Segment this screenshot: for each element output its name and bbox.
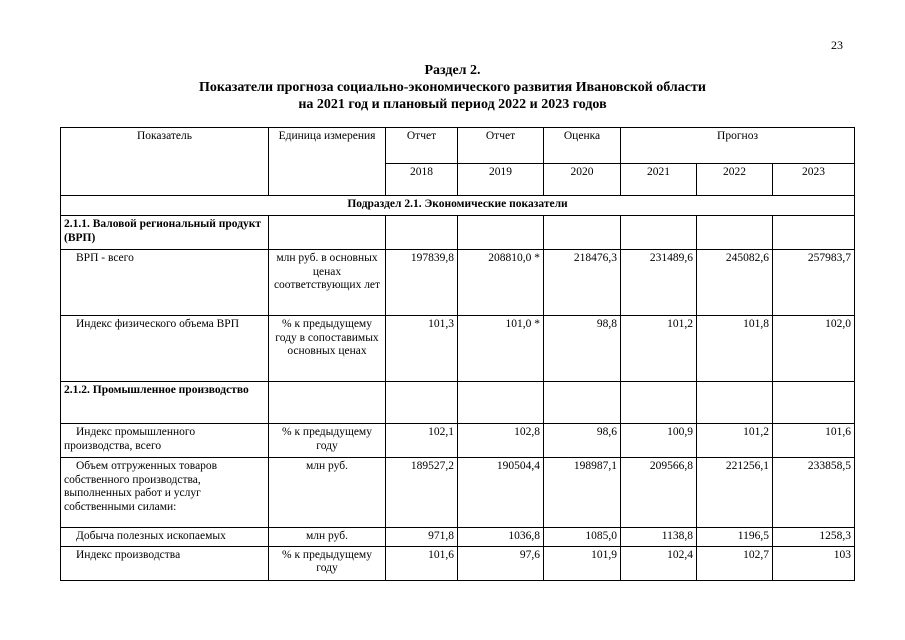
value-cell: 102,4 <box>621 546 697 580</box>
section-row <box>61 382 855 424</box>
value-cell: 101,9 <box>544 546 621 580</box>
value-cell: 100,9 <box>621 424 697 458</box>
row-name: Добыча полезных ископаемых <box>61 528 269 547</box>
value-cell: 190504,4 <box>458 458 544 528</box>
forecast-table <box>60 127 855 581</box>
value-cell: 101,3 <box>386 316 458 382</box>
value-cell: 221256,1 <box>697 458 773 528</box>
table-row <box>61 424 855 458</box>
row-name: Индекс физического объема ВРП <box>61 316 269 382</box>
row-name: Индекс производства <box>61 546 269 580</box>
table-row <box>61 458 855 528</box>
year-cell: 2018 <box>386 164 458 196</box>
table-row <box>61 250 855 316</box>
value-cell: 98,6 <box>544 424 621 458</box>
row-unit: млн руб. <box>269 528 386 547</box>
row-name: Индекс промышленного производства, всего <box>61 424 269 458</box>
value-cell: 197839,8 <box>386 250 458 316</box>
section-title-cell: 2.1.2. Промышленное производство <box>61 382 269 424</box>
year-cell: 2022 <box>697 164 773 196</box>
year-cell: 2021 <box>621 164 697 196</box>
document-title: Показатели прогноза социально-экономического развития Ивановской области <box>199 80 706 95</box>
year-cell: 2019 <box>458 164 544 196</box>
value-cell: 103 <box>773 546 855 580</box>
value-cell: 1196,5 <box>697 528 773 547</box>
row-unit: % к предыдущему году <box>269 546 386 580</box>
value-cell: 101,8 <box>697 316 773 382</box>
value-cell: 245082,6 <box>697 250 773 316</box>
value-cell: 257983,7 <box>773 250 855 316</box>
table-row <box>61 316 855 382</box>
document-subtitle: на 2021 год и плановый период 2022 и 2023 годов <box>298 97 607 112</box>
header-report-2019: Отчет <box>458 128 544 164</box>
subsection-title: Подраздел 2.1. Экономические показатели <box>61 196 855 216</box>
section-title-cell: 2.1.1. Валовой региональный продукт (ВРП) <box>61 216 269 250</box>
row-name: Объем отгруженных товаров собственного производства, выполненных работ и услуг собственными силами: <box>61 458 269 528</box>
header-row <box>61 128 855 164</box>
value-cell: 1258,3 <box>773 528 855 547</box>
value-cell: 101,0 * <box>458 316 544 382</box>
value-cell: 102,1 <box>386 424 458 458</box>
value-cell: 1138,8 <box>621 528 697 547</box>
table-row <box>61 528 855 547</box>
header-report-2018: Отчет <box>386 128 458 164</box>
value-cell: 208810,0 * <box>458 250 544 316</box>
page-heading <box>0 62 905 113</box>
value-cell: 102,0 <box>773 316 855 382</box>
row-unit: млн руб. в основных ценах соответствующих лет <box>269 250 386 316</box>
value-cell: 233858,5 <box>773 458 855 528</box>
value-cell: 102,7 <box>697 546 773 580</box>
header-forecast: Прогноз <box>621 128 855 164</box>
year-cell: 2020 <box>544 164 621 196</box>
value-cell: 101,2 <box>697 424 773 458</box>
page-number: 23 <box>831 38 843 52</box>
row-unit: % к предыдущему году в сопоставимых основных ценах <box>269 316 386 382</box>
row-unit: % к предыдущему году <box>269 424 386 458</box>
table-row <box>61 546 855 580</box>
header-indicator: Показатель <box>61 128 269 196</box>
section-title: Раздел 2. <box>424 63 481 78</box>
value-cell: 97,6 <box>458 546 544 580</box>
header-estimate: Оценка <box>544 128 621 164</box>
value-cell: 102,8 <box>458 424 544 458</box>
value-cell: 98,8 <box>544 316 621 382</box>
value-cell: 198987,1 <box>544 458 621 528</box>
value-cell: 231489,6 <box>621 250 697 316</box>
value-cell: 1036,8 <box>458 528 544 547</box>
value-cell: 209566,8 <box>621 458 697 528</box>
section-row <box>61 216 855 250</box>
value-cell: 971,8 <box>386 528 458 547</box>
value-cell: 218476,3 <box>544 250 621 316</box>
row-unit: млн руб. <box>269 458 386 528</box>
header-unit: Единица измерения <box>269 128 386 196</box>
value-cell: 189527,2 <box>386 458 458 528</box>
value-cell: 101,6 <box>773 424 855 458</box>
value-cell: 101,6 <box>386 546 458 580</box>
year-cell: 2023 <box>773 164 855 196</box>
value-cell: 1085,0 <box>544 528 621 547</box>
value-cell: 101,2 <box>621 316 697 382</box>
subsection-row <box>61 196 855 216</box>
row-name: ВРП - всего <box>61 250 269 316</box>
